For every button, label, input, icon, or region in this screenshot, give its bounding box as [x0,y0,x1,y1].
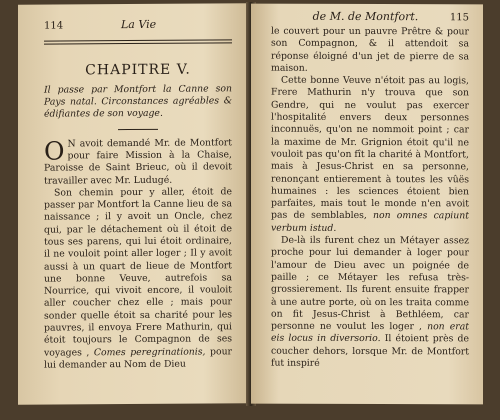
paragraph-r3-end: Il étoient près de coucher dehors, lorsque Mr. de Montfort fut inspiré [271,333,469,369]
chapter-title: CHAPITRE V. [85,61,191,79]
header-rule-thin [44,42,232,44]
paragraph-r3-text: De-là ils furent chez un Métayer assez proche pour lui demander à loger pour l'amour de Dieu avec un poignée de paille ; ce Métayer les refusa très-grossierement. Ils furent ensuite frapper à une autre porte, où on les traita comme on fit Jesus-Christ à Bethléem, car personne ne voulut les loger , [271,234,469,333]
paragraph-r2-text: Cette bonne Veuve n'étoit pas au logis, Frere Mathurin n'y trouva que son Gendre, qui ne voulut pas exercer l'hospitalité envers deux personnes inconnuës, qu'on ne nommoit point ; car la maxime de Mr. Grignion étoit qu'il ne vouloit pas qu'on fît la charité à Montfort, mais à Jesus-Christ en sa personne, renonçant entierement à toutes les vûës humaines : les sciences étoient bien parfaites, mais tout le monde n'en avoit pas de semblables, [271,74,469,222]
header-rule [44,39,232,41]
summary-divider [118,128,158,129]
paragraph-r3-latin: non erat eis locus in diversorio. [271,321,469,345]
paragraph-1 [44,137,232,188]
page-number-left: 114 [44,20,64,32]
chapter-summary: Il passe par Montfort la Canne son Pays natal. Circonstances agréables & édifiantes de son voyage. [44,83,232,121]
left-page-header [44,17,232,34]
paragraph-1-text: N avoit demandé Mr. de Montfort pour faire Mission à la Chaise, Paroisse de Saint Brieuc, où il devoit travailler avec Mr. Ludugé. [44,136,232,187]
page-number-right: 115 [449,12,469,24]
right-page-header [271,10,469,27]
running-title-left: La Vie [120,17,157,32]
left-body-text [44,137,232,372]
paragraph-2-end: pour lui demander au Nom de Dieu [44,345,232,371]
paragraph-2-latin: Comes peregrinationis, [93,346,206,358]
paragraph-2-text: Son chemin pour y aller, étoit de passer par Montfort la Canne lieu de sa naissance ; il y avoit un Oncle, chez qui, par le détachement où il étoit de tous ses parens, qui lui étoit ordinaire, il ne vouloit point aller loger ; Il y avoit aussi à un quart de lieue de Montfort une bonne Veuve, autrefois sa Nourrice, qui vivoit encore, il vouloit aller coucher chez elle ; mais pour sonder quelle étoit sa charité pour les pauvres, il envoya Frere Mathurin, qui étoit toujours le Compagnon de ses voyages , [44,186,232,359]
paragraph-r3 [271,235,469,371]
paragraph-r2 [271,75,469,236]
paragraph-r1: le couvert pour un pauvre Prêtre & pour son Compagnon, & il attendoit sa réponse éloigné d'un jet de pierre de sa maison. [271,25,469,74]
right-body-text [271,26,469,371]
left-page [18,3,250,405]
right-page [251,4,483,405]
paragraph-r2-latin: non omnes capiunt verbum istud. [271,210,469,234]
paragraph-2 [44,186,232,372]
dropcap: O [44,136,65,166]
running-title-right: de M. de Montfort. [312,9,419,24]
